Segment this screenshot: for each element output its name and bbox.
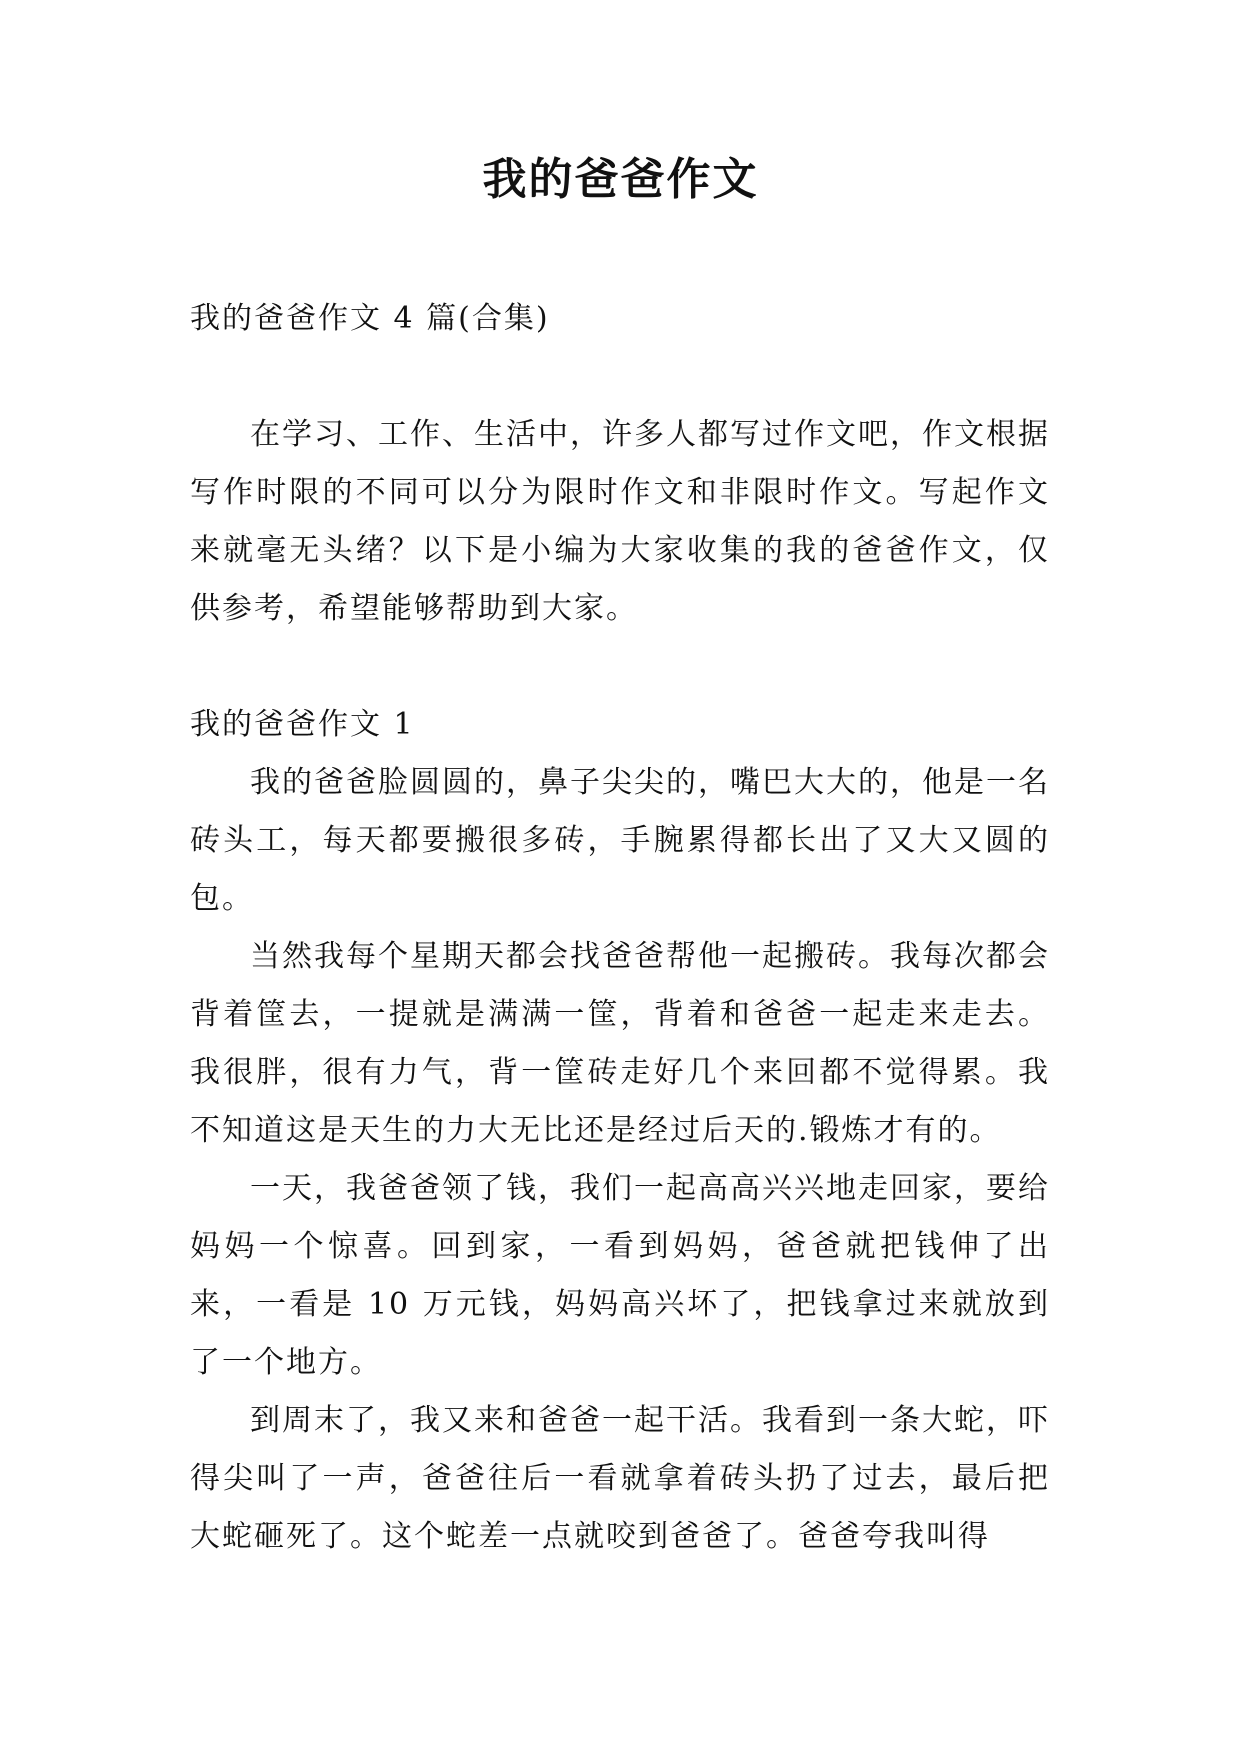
document-subtitle: 我的爸爸作文 4 篇(合集) [190, 301, 550, 336]
section-heading: 我的爸爸作文 1 [190, 707, 415, 742]
body-paragraph: 一天，我爸爸领了钱，我们一起高高兴兴地走回家，要给妈妈一个惊喜。回到家，一看到妈妈，爸爸就把钱伸了出来，一看是 10 万元钱，妈妈高兴坏了，把钱拿过来就放到了一个地方。 [190, 1171, 1050, 1380]
body-paragraph: 当然我每个星期天都会找爸爸帮他一起搬砖。我每次都会背着筐去，一提就是满满一筐，背着和爸爸一起走来走去。我很胖，很有力气，背一筐砖走好几个来回都不觉得累。我不知道这是天生的力大无比还是经过后天的.锻炼才有的。 [190, 939, 1050, 1148]
intro-paragraph: 在学习、工作、生活中，许多人都写过作文吧，作文根据写作时限的不同可以分为限时作文和非限时作文。写起作文来就毫无头绪？以下是小编为大家收集的我的爸爸作文，仅供参考，希望能够帮助到大家。 [190, 417, 1050, 626]
spacer [190, 348, 1050, 406]
body-paragraph: 到周末了，我又来和爸爸一起干活。我看到一条大蛇，吓得尖叫了一声，爸爸往后一看就拿着砖头扔了过去，最后把大蛇砸死了。这个蛇差一点就咬到爸爸了。爸爸夸我叫得 [190, 1403, 1050, 1554]
document-body [190, 290, 1050, 1566]
body-paragraph: 我的爸爸脸圆圆的，鼻子尖尖的，嘴巴大大的，他是一名砖头工，每天都要搬很多砖，手腕累得都长出了又大又圆的包。 [190, 765, 1050, 916]
page-title: 我的爸爸作文 [482, 154, 759, 205]
spacer [190, 638, 1050, 696]
